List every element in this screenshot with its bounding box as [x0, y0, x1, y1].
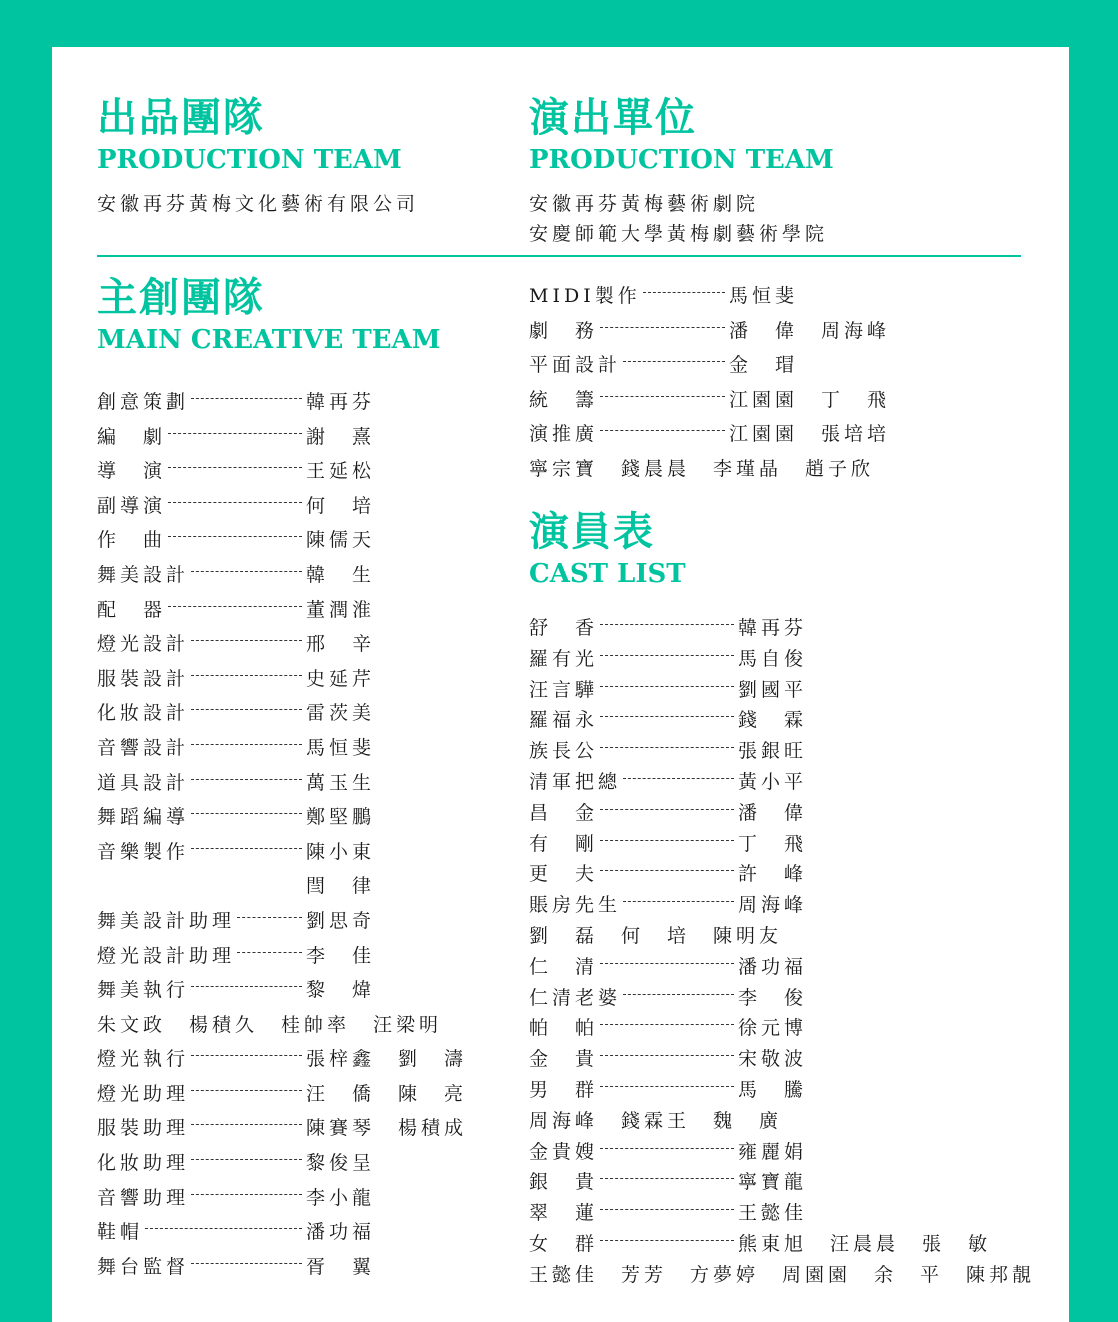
credit-name: 李小龍	[306, 1186, 376, 1209]
performing-title-en: PRODUCTION TEAM	[529, 145, 834, 175]
leader-dashes	[623, 361, 725, 362]
leader-dashes	[600, 963, 734, 964]
leader-dashes	[237, 952, 302, 953]
credit-name: 謝 熹	[306, 425, 376, 448]
leader-dashes	[191, 571, 302, 572]
credit-name: 陳賽琴 楊積成	[306, 1117, 468, 1140]
credit-role: 燈光設計	[97, 633, 190, 656]
credit-role: 編 劇	[97, 425, 167, 448]
credit-row	[97, 1246, 517, 1281]
credit-row	[97, 381, 517, 416]
credit-row	[529, 763, 1049, 794]
leader-dashes	[600, 686, 734, 687]
leader-dashes	[168, 433, 302, 434]
credit-name: 萬玉生	[306, 771, 376, 794]
credit-role: 化妝設計	[97, 702, 190, 725]
credit-row	[97, 1038, 517, 1073]
credit-role: MIDI製作	[529, 285, 641, 307]
credit-row	[97, 1177, 517, 1212]
leader-dashes	[600, 624, 734, 625]
credit-row	[97, 554, 517, 589]
credit-row	[529, 1102, 1049, 1133]
credit-role: 舞美設計	[97, 563, 190, 586]
credit-name: 閆 律	[306, 875, 376, 898]
leader-dashes	[191, 1090, 302, 1091]
credit-row	[529, 310, 1049, 345]
credit-row	[97, 450, 517, 485]
production-company: 安徽再芬黃梅文化藝術有限公司	[97, 193, 420, 215]
credit-row	[529, 1040, 1049, 1071]
credit-row	[529, 1256, 1049, 1287]
credit-name: 馬 騰	[738, 1078, 808, 1101]
credit-role: 作 曲	[97, 529, 167, 552]
performing-unit-section	[529, 95, 1049, 249]
credit-row	[97, 865, 517, 900]
credit-name: 胥 翼	[306, 1255, 376, 1278]
creative-credit-list-right	[529, 275, 1049, 483]
leader-dashes	[600, 1209, 734, 1210]
credit-row	[529, 379, 1049, 414]
credit-name: 許 峰	[738, 863, 808, 886]
credit-role: 賬房先生	[529, 894, 622, 917]
credit-name: 潘 偉	[738, 801, 808, 824]
credit-row	[97, 1107, 517, 1142]
leader-dashes	[191, 1055, 302, 1056]
leader-dashes	[600, 1055, 734, 1056]
credit-role: 音樂製作	[97, 840, 190, 863]
credits-sheet	[52, 47, 1069, 1322]
leader-dashes	[191, 1124, 302, 1125]
credit-role: 燈光助理	[97, 1082, 190, 1105]
credit-role: 演推廣	[529, 423, 599, 446]
credit-name: 陳小東	[306, 840, 376, 863]
credit-name: 何 培	[306, 494, 376, 517]
leader-dashes	[191, 744, 302, 745]
credit-row	[529, 794, 1049, 825]
leader-dashes	[600, 430, 725, 431]
leader-dashes	[600, 716, 734, 717]
credit-row	[529, 448, 1049, 483]
credit-role: 舞蹈編導	[97, 806, 190, 829]
credit-name: 陳儒天	[306, 529, 376, 552]
credit-name: 黃小平	[738, 770, 808, 793]
leader-dashes	[600, 655, 734, 656]
credit-row	[529, 275, 1049, 310]
credit-name: 鄭堅鵬	[306, 806, 376, 829]
credit-role: 燈光執行	[97, 1048, 190, 1071]
leader-dashes	[191, 675, 302, 676]
leader-dashes	[145, 1228, 302, 1229]
credit-row	[97, 692, 517, 727]
credit-names-line: 劉 磊 何 培 陳明友	[529, 924, 783, 947]
leader-dashes	[191, 709, 302, 710]
credit-row	[97, 589, 517, 624]
credit-role: 副導演	[97, 494, 167, 517]
credit-name: 馬恒斐	[306, 736, 376, 759]
credit-role: 金貴嫂	[529, 1140, 599, 1163]
credit-name: 韓再芬	[738, 617, 808, 639]
credit-name: 周海峰	[738, 894, 808, 917]
performing-units	[529, 189, 1049, 249]
leader-dashes	[191, 398, 302, 399]
credit-name: 馬恒斐	[729, 285, 799, 307]
credit-name: 王懿佳	[738, 1202, 808, 1225]
credit-role: 服裝助理	[97, 1117, 190, 1140]
credit-row	[529, 609, 1049, 640]
leader-dashes	[600, 840, 734, 841]
credit-name: 邢 辛	[306, 633, 376, 656]
credit-name: 寧寶龍	[738, 1171, 808, 1194]
credit-name: 江園園 張培培	[729, 423, 891, 446]
leader-dashes	[168, 606, 302, 607]
credit-row	[529, 701, 1049, 732]
cast-title-en: CAST LIST	[529, 559, 686, 589]
leader-dashes	[168, 467, 302, 468]
credit-row	[529, 1009, 1049, 1040]
credit-name: 錢 霖	[738, 709, 808, 732]
credit-role: 金 貴	[529, 1048, 599, 1071]
credit-row	[529, 1194, 1049, 1225]
leader-dashes	[168, 536, 302, 537]
creative-team-section	[97, 275, 517, 1280]
leader-dashes	[600, 809, 734, 810]
leader-dashes	[600, 1086, 734, 1087]
credit-role: 汪言驊	[529, 678, 599, 701]
leader-dashes	[168, 502, 302, 503]
credit-name: 宋敬波	[738, 1048, 808, 1071]
credit-name: 潘 偉 周海峰	[729, 319, 891, 342]
credit-name: 黎 煒	[306, 979, 376, 1002]
credit-name: 潘功福	[306, 1221, 376, 1244]
credit-role: 平面設計	[529, 354, 622, 377]
credit-role: 羅有光	[529, 647, 599, 670]
credit-row	[97, 658, 517, 693]
cast-title-zh: 演員表	[529, 508, 655, 555]
leader-dashes	[191, 1263, 302, 1264]
leader-dashes	[600, 1240, 734, 1241]
credit-row	[529, 825, 1049, 856]
credit-role: 音響助理	[97, 1186, 190, 1209]
leader-dashes	[643, 292, 725, 293]
credit-row	[97, 1142, 517, 1177]
credit-row	[97, 727, 517, 762]
credit-row	[97, 969, 517, 1004]
credit-row	[529, 1225, 1049, 1256]
credit-role: 鞋帽	[97, 1221, 144, 1244]
credit-name: 韓再芬	[306, 391, 376, 413]
credit-row	[529, 413, 1049, 448]
production-title-en: PRODUCTION TEAM	[97, 145, 402, 175]
credit-name: 張梓鑫 劉 濤	[306, 1048, 468, 1071]
credit-row	[529, 979, 1049, 1010]
credit-role: 清軍把總	[529, 770, 622, 793]
credit-name: 劉國平	[738, 678, 808, 701]
credit-name: 汪 僑 陳 亮	[306, 1082, 468, 1105]
credit-name: 徐元博	[738, 1017, 808, 1040]
credit-name: 熊東旭 汪晨晨 張 敏	[738, 1232, 992, 1255]
leader-dashes	[623, 994, 734, 995]
credit-names-line: 王懿佳 芳芳 方夢婷 周園園 余 平 陳邦靚	[529, 1263, 1036, 1286]
credit-row	[97, 416, 517, 451]
leader-dashes	[600, 1024, 734, 1025]
credit-row	[529, 732, 1049, 763]
credit-role: 羅福永	[529, 709, 599, 732]
creative-credit-list	[97, 381, 517, 1280]
credit-role: 翠 蓮	[529, 1202, 599, 1225]
leader-dashes	[600, 870, 734, 871]
creative-title-zh: 主創團隊	[97, 274, 265, 321]
leader-dashes	[600, 327, 725, 328]
leader-dashes	[191, 986, 302, 987]
performing-unit: 安慶師範大學黃梅劇藝術學院	[529, 223, 829, 245]
credit-name: 黎俊呈	[306, 1152, 376, 1175]
credit-role: 配 器	[97, 598, 167, 621]
credit-role: 舞美設計助理	[97, 909, 236, 932]
credit-role: 有 剛	[529, 832, 599, 855]
leader-dashes	[191, 640, 302, 641]
credit-row	[529, 1071, 1049, 1102]
credit-row	[97, 831, 517, 866]
credit-name: 史延芹	[306, 667, 376, 690]
credit-role: 銀 貴	[529, 1171, 599, 1194]
credit-role: 更 夫	[529, 863, 599, 886]
credit-role: 舒 香	[529, 617, 599, 639]
credit-row	[529, 671, 1049, 702]
credit-name: 潘功福	[738, 955, 808, 978]
credit-name: 張銀旺	[738, 740, 808, 763]
credit-row	[97, 485, 517, 520]
credit-row	[529, 1133, 1049, 1164]
credit-name: 丁 飛	[738, 832, 808, 855]
credit-row	[97, 1073, 517, 1108]
credit-name: 金 瑁	[729, 354, 799, 377]
credit-row	[97, 900, 517, 935]
credit-row	[97, 796, 517, 831]
credit-role: 劇 務	[529, 319, 599, 342]
credit-role: 舞台監督	[97, 1255, 190, 1278]
credit-role: 道具設計	[97, 771, 190, 794]
credit-row	[97, 623, 517, 658]
leader-dashes	[237, 917, 302, 918]
credit-row	[97, 1004, 517, 1039]
credit-names-line: 朱文政 楊積久 桂帥率 汪梁明	[97, 1013, 443, 1036]
credit-names-line: 周海峰 錢霖王 魏 廣	[529, 1109, 783, 1132]
leader-dashes	[600, 747, 734, 748]
credit-name: 雍麗娟	[738, 1140, 808, 1163]
creative-title-en: MAIN CREATIVE TEAM	[97, 325, 441, 355]
leader-dashes	[191, 779, 302, 780]
credit-role: 舞美執行	[97, 979, 190, 1002]
credit-name: 江園園 丁 飛	[729, 388, 891, 411]
credit-role: 帕 帕	[529, 1017, 599, 1040]
credit-role: 女 群	[529, 1232, 599, 1255]
credit-row	[529, 855, 1049, 886]
credit-name: 馬自俊	[738, 647, 808, 670]
credit-row	[97, 935, 517, 970]
credit-role: 昌 金	[529, 801, 599, 824]
credit-role: 仁清老婆	[529, 986, 622, 1009]
leader-dashes	[191, 1194, 302, 1195]
credit-name: 雷茨美	[306, 702, 376, 725]
credit-name: 王延松	[306, 460, 376, 483]
production-team-section	[97, 95, 517, 219]
credit-row	[529, 1163, 1049, 1194]
leader-dashes	[191, 1159, 302, 1160]
credit-name: 韓 生	[306, 563, 376, 586]
credit-name: 李 俊	[738, 986, 808, 1009]
credit-row	[97, 519, 517, 554]
credit-row	[529, 886, 1049, 917]
leader-dashes	[600, 1148, 734, 1149]
credit-name: 劉思奇	[306, 909, 376, 932]
credit-role: 統 籌	[529, 388, 599, 411]
leader-dashes	[191, 848, 302, 849]
credit-role: 男 群	[529, 1078, 599, 1101]
credit-name: 董潤淮	[306, 598, 376, 621]
credit-row	[97, 762, 517, 797]
production-title-zh: 出品團隊	[97, 94, 265, 141]
credit-row	[97, 1211, 517, 1246]
credit-row	[529, 640, 1049, 671]
credit-role: 族長公	[529, 740, 599, 763]
performing-unit: 安徽再芬黃梅藝術劇院	[529, 193, 760, 215]
credit-role: 仁 清	[529, 955, 599, 978]
credit-role: 化妝助理	[97, 1152, 190, 1175]
credit-role: 燈光設計助理	[97, 944, 236, 967]
cast-section	[529, 509, 1049, 1287]
leader-dashes	[623, 778, 734, 779]
credit-role: 音響設計	[97, 736, 190, 759]
credit-row	[529, 948, 1049, 979]
leader-dashes	[191, 813, 302, 814]
credit-role: 創意策劃	[97, 391, 190, 413]
leader-dashes	[600, 1178, 734, 1179]
section-divider	[97, 255, 1021, 257]
cast-credit-list	[529, 609, 1049, 1287]
leader-dashes	[600, 396, 725, 397]
credit-names-line: 寧宗寶 錢晨晨 李瑾晶 趙子欣	[529, 457, 875, 480]
performing-title-zh: 演出單位	[529, 94, 697, 141]
credit-row	[529, 344, 1049, 379]
creative-team-continued	[529, 275, 1049, 483]
leader-dashes	[623, 901, 734, 902]
credit-role: 導 演	[97, 460, 167, 483]
credit-row	[529, 917, 1049, 948]
credit-role: 服裝設計	[97, 667, 190, 690]
credit-name: 李 佳	[306, 944, 376, 967]
